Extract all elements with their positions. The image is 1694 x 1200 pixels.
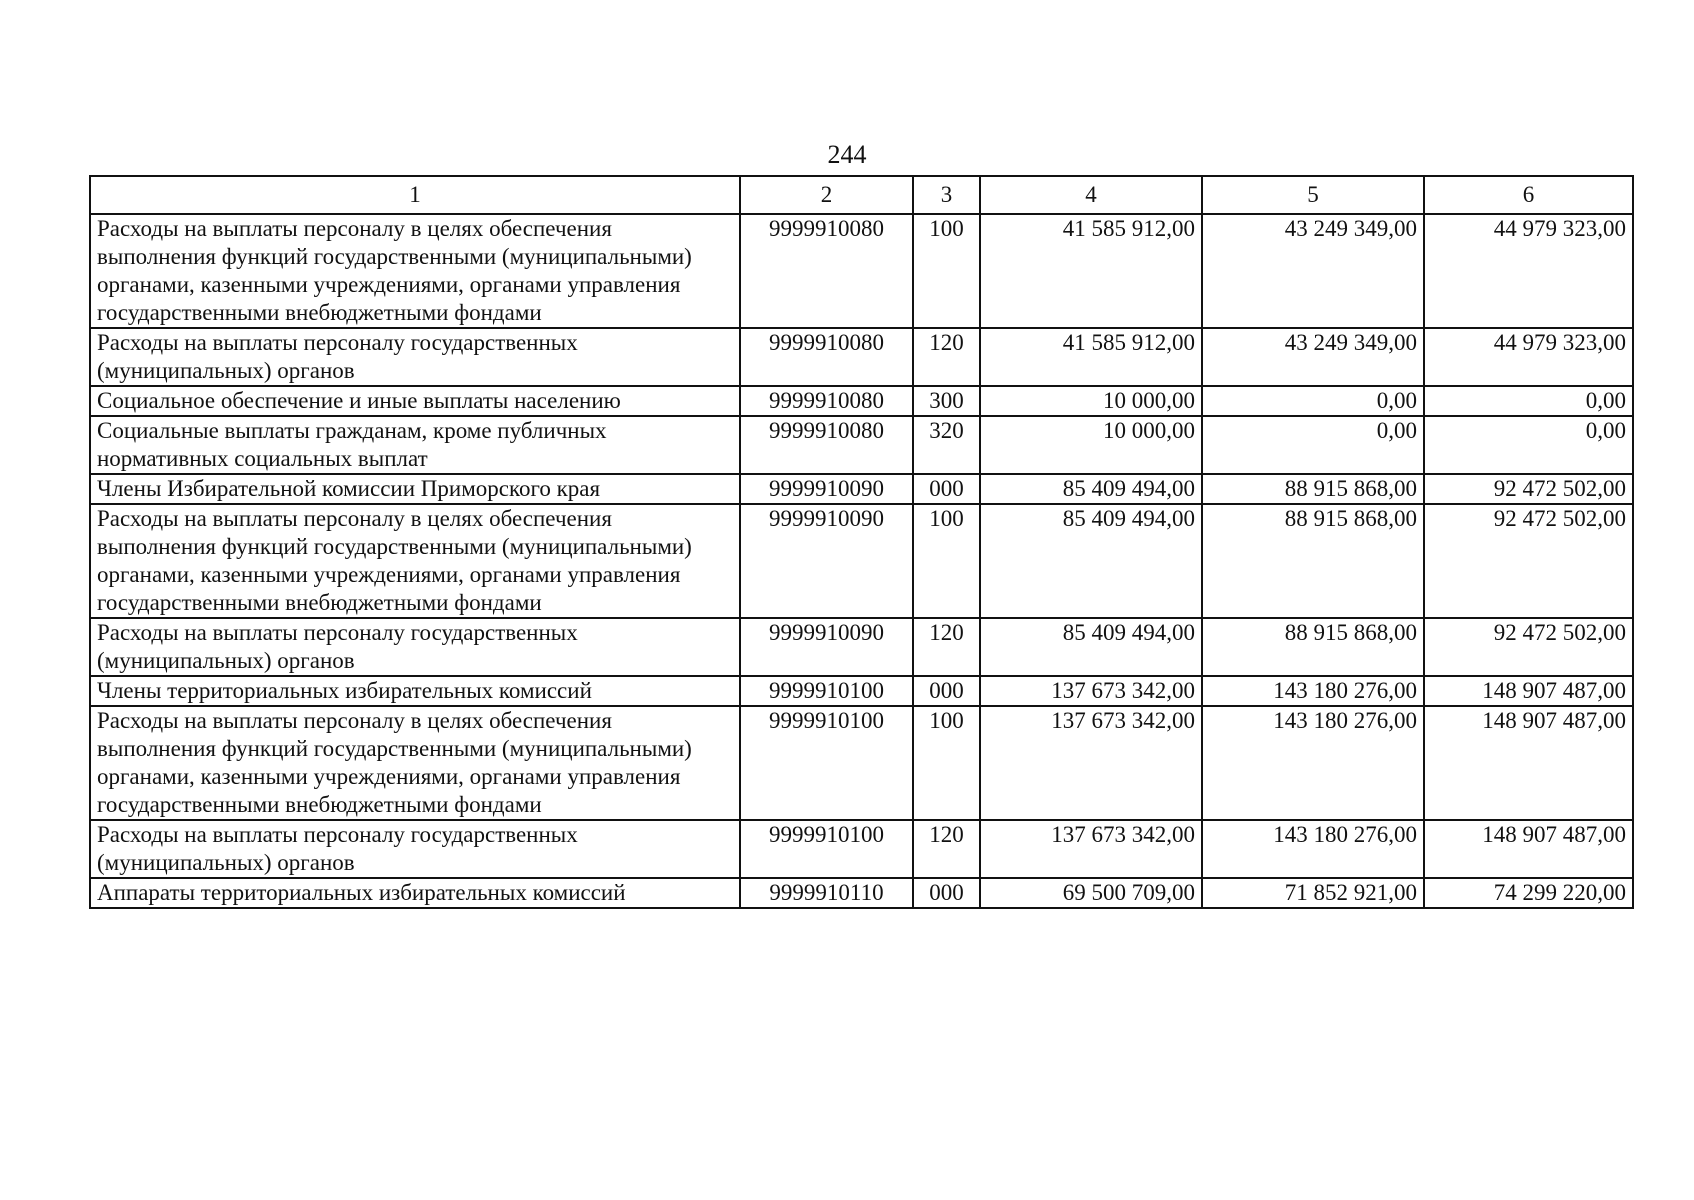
table-row xyxy=(90,878,1633,908)
column-header-1: 1 xyxy=(90,176,740,214)
row-name: Социальное обеспечение и иные выплаты населению xyxy=(90,386,740,416)
row-type: 120 xyxy=(913,820,980,878)
row-value-4: 85 409 494,00 xyxy=(980,618,1202,676)
row-type: 000 xyxy=(913,878,980,908)
row-code: 9999910100 xyxy=(740,676,913,706)
row-name: Расходы на выплаты персоналу государственных (муниципальных) органов xyxy=(90,328,740,386)
table-row xyxy=(90,618,1633,676)
row-value-6: 92 472 502,00 xyxy=(1424,618,1633,676)
table-row xyxy=(90,706,1633,820)
table-row xyxy=(90,474,1633,504)
row-value-6: 148 907 487,00 xyxy=(1424,676,1633,706)
row-value-4: 41 585 912,00 xyxy=(980,214,1202,328)
row-value-5: 43 249 349,00 xyxy=(1202,328,1424,386)
column-header-2: 2 xyxy=(740,176,913,214)
row-code: 9999910090 xyxy=(740,504,913,618)
row-name: Расходы на выплаты персоналу государственных (муниципальных) органов xyxy=(90,618,740,676)
row-name: Члены Избирательной комиссии Приморского края xyxy=(90,474,740,504)
row-value-4: 10 000,00 xyxy=(980,416,1202,474)
row-code: 9999910110 xyxy=(740,878,913,908)
table-row xyxy=(90,820,1633,878)
row-name: Аппараты территориальных избирательных комиссий xyxy=(90,878,740,908)
column-header-3: 3 xyxy=(913,176,980,214)
row-value-5: 88 915 868,00 xyxy=(1202,504,1424,618)
row-value-6: 44 979 323,00 xyxy=(1424,214,1633,328)
row-value-5: 0,00 xyxy=(1202,386,1424,416)
column-header-4: 4 xyxy=(980,176,1202,214)
row-code: 9999910080 xyxy=(740,386,913,416)
row-value-4: 137 673 342,00 xyxy=(980,706,1202,820)
row-name: Социальные выплаты гражданам, кроме публичных нормативных социальных выплат xyxy=(90,416,740,474)
row-value-6: 0,00 xyxy=(1424,386,1633,416)
row-value-6: 92 472 502,00 xyxy=(1424,504,1633,618)
row-code: 9999910090 xyxy=(740,474,913,504)
row-value-6: 44 979 323,00 xyxy=(1424,328,1633,386)
row-value-4: 10 000,00 xyxy=(980,386,1202,416)
row-value-5: 43 249 349,00 xyxy=(1202,214,1424,328)
row-value-6: 148 907 487,00 xyxy=(1424,706,1633,820)
table-row xyxy=(90,676,1633,706)
row-value-5: 88 915 868,00 xyxy=(1202,618,1424,676)
row-value-6: 0,00 xyxy=(1424,416,1633,474)
row-value-4: 69 500 709,00 xyxy=(980,878,1202,908)
table-header-row xyxy=(90,176,1633,214)
column-header-5: 5 xyxy=(1202,176,1424,214)
row-value-4: 85 409 494,00 xyxy=(980,474,1202,504)
row-name: Расходы на выплаты персоналу в целях обеспечения выполнения функций государственными (муниципальными) органами, казенными учреждениями, органами управления государственными внебюджетными фондами xyxy=(90,706,740,820)
table-row xyxy=(90,386,1633,416)
row-value-5: 143 180 276,00 xyxy=(1202,676,1424,706)
row-value-4: 41 585 912,00 xyxy=(980,328,1202,386)
row-code: 9999910100 xyxy=(740,706,913,820)
row-type: 100 xyxy=(913,504,980,618)
row-type: 120 xyxy=(913,328,980,386)
row-code: 9999910080 xyxy=(740,214,913,328)
row-code: 9999910080 xyxy=(740,328,913,386)
row-type: 000 xyxy=(913,676,980,706)
row-name: Расходы на выплаты персоналу государственных (муниципальных) органов xyxy=(90,820,740,878)
row-type: 100 xyxy=(913,706,980,820)
row-code: 9999910090 xyxy=(740,618,913,676)
row-value-4: 85 409 494,00 xyxy=(980,504,1202,618)
table-row xyxy=(90,416,1633,474)
table-row xyxy=(90,504,1633,618)
table-row xyxy=(90,214,1633,328)
row-value-6: 148 907 487,00 xyxy=(1424,820,1633,878)
table-row xyxy=(90,328,1633,386)
row-type: 120 xyxy=(913,618,980,676)
row-name: Расходы на выплаты персоналу в целях обеспечения выполнения функций государственными (муниципальными) органами, казенными учреждениями, органами управления государственными внебюджетными фондами xyxy=(90,214,740,328)
row-type: 100 xyxy=(913,214,980,328)
row-code: 9999910080 xyxy=(740,416,913,474)
row-value-4: 137 673 342,00 xyxy=(980,676,1202,706)
row-value-6: 92 472 502,00 xyxy=(1424,474,1633,504)
row-value-5: 143 180 276,00 xyxy=(1202,706,1424,820)
page-number: 244 xyxy=(827,140,867,169)
row-code: 9999910100 xyxy=(740,820,913,878)
row-name: Члены территориальных избирательных комиссий xyxy=(90,676,740,706)
row-type: 300 xyxy=(913,386,980,416)
row-value-5: 0,00 xyxy=(1202,416,1424,474)
column-header-6: 6 xyxy=(1424,176,1633,214)
row-name: Расходы на выплаты персоналу в целях обеспечения выполнения функций государственными (муниципальными) органами, казенными учреждениями, органами управления государственными внебюджетными фондами xyxy=(90,504,740,618)
row-value-5: 143 180 276,00 xyxy=(1202,820,1424,878)
row-type: 000 xyxy=(913,474,980,504)
row-type: 320 xyxy=(913,416,980,474)
row-value-5: 88 915 868,00 xyxy=(1202,474,1424,504)
row-value-6: 74 299 220,00 xyxy=(1424,878,1633,908)
row-value-5: 71 852 921,00 xyxy=(1202,878,1424,908)
row-value-4: 137 673 342,00 xyxy=(980,820,1202,878)
budget-table xyxy=(89,175,1634,909)
